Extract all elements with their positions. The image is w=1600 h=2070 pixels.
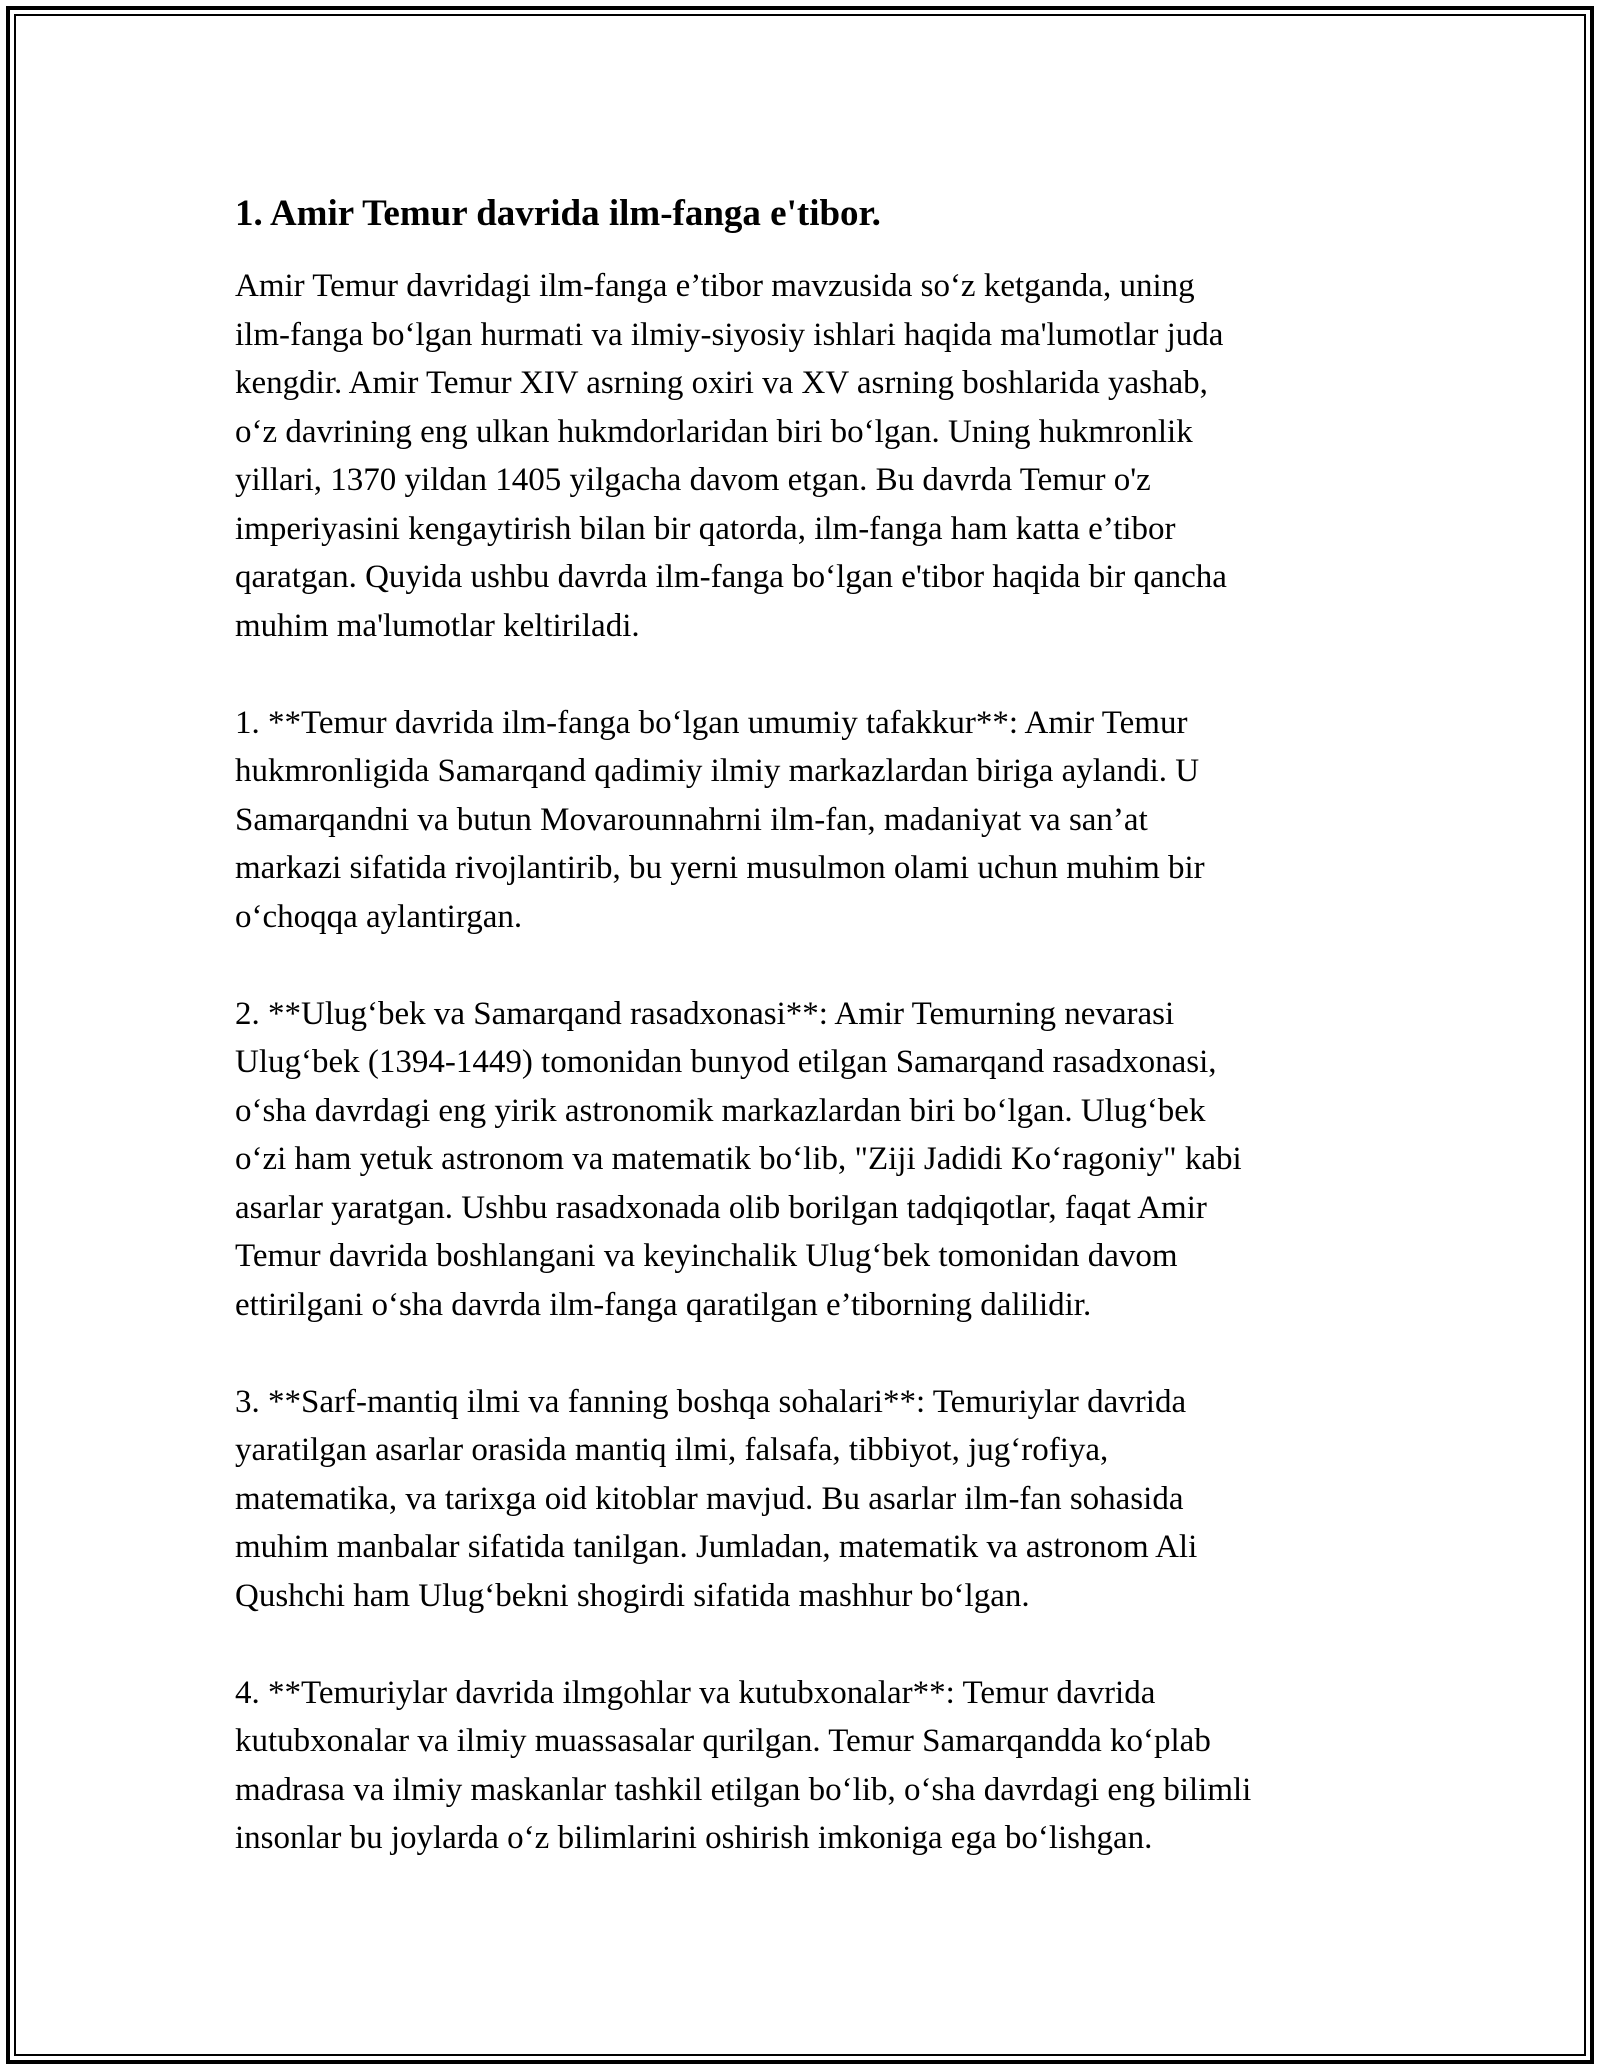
text-line: imperiyasini kengaytirish bilan bir qatorda, ilm-fanga ham katta e’tibor bbox=[235, 510, 1176, 547]
document-title: 1. Amir Temur davrida ilm-fanga e'tibor. bbox=[235, 193, 881, 234]
section-paragraph-3 bbox=[235, 1378, 1370, 1621]
text-line: 2. **Ulug‘bek va Samarqand rasadxonasi**: Amir Temurning nevarasi bbox=[235, 995, 1175, 1032]
text-line: yillari, 1370 yildan 1405 yilgacha davom etgan. Bu davrda Temur o'z bbox=[235, 462, 1151, 498]
text-line: qaratgan. Quyida ushbu davrda ilm-fanga bo‘lgan e'tibor haqida bir qancha bbox=[235, 559, 1227, 595]
text-line: Amir Temur davridagi ilm-fanga e’tibor mavzusida so‘z ketganda, uning bbox=[235, 268, 1195, 304]
text-line: madrasa va ilmiy maskanlar tashkil etilgan bo‘lib, o‘sha davrdagi eng bilimli bbox=[235, 1771, 1252, 1808]
text-line: kengdir. Amir Temur XIV asrning oxiri va XV asrning boshlarida yashab, bbox=[235, 365, 1208, 401]
text-line: Temur davrida boshlangani va keyinchalik Ulug‘bek tomonidan davom bbox=[235, 1238, 1178, 1274]
text-line: Qushchi ham Ulug‘bekni shogirdi sifatida mashhur bo‘lgan. bbox=[235, 1577, 1030, 1614]
text-line: kutubxonalar va ilmiy muassasalar qurilgan. Temur Samarqandda ko‘plab bbox=[235, 1723, 1211, 1759]
text-line: Samarqandni va butun Movarounnahrni ilm-fan, madaniyat va san’at bbox=[235, 801, 1148, 838]
intro-paragraph bbox=[235, 262, 1370, 650]
section-paragraph-1 bbox=[235, 699, 1370, 942]
text-line: o‘zi ham yetuk astronom va matematik bo‘lib, "Ziji Jadidi Ko‘ragoniy" kabi bbox=[235, 1141, 1242, 1177]
text-line: ettirilgani o‘sha davrda ilm-fanga qaratilgan e’tiborning dalilidir. bbox=[235, 1286, 1092, 1323]
text-line: markazi sifatida rivojlantirib, bu yerni musulmon olami uchun muhim bir bbox=[235, 850, 1205, 886]
text-line: o‘z davrining eng ulkan hukmdorlaridan biri bo‘lgan. Uning hukmronlik bbox=[235, 413, 1193, 450]
text-line: asarlar yaratgan. Ushbu rasadxonada olib borilgan tadqiqotlar, faqat Amir bbox=[235, 1189, 1207, 1226]
text-line: 3. **Sarf-mantiq ilmi va fanning boshqa sohalari**: Temuriylar davrida bbox=[235, 1383, 1187, 1420]
text-line: hukmronligida Samarqand qadimiy ilmiy markazlardan biriga aylandi. U bbox=[235, 753, 1200, 789]
section-paragraph-2 bbox=[235, 990, 1370, 1330]
text-line: o‘choqqa aylantirgan. bbox=[235, 898, 523, 935]
text-line: 4. **Temuriylar davrida ilmgohlar va kutubxonalar**: Temur davrida bbox=[235, 1674, 1156, 1711]
section-paragraph-4 bbox=[235, 1669, 1370, 1863]
text-line: ilm-fanga bo‘lgan hurmati va ilmiy-siyosiy ishlari haqida ma'lumotlar juda bbox=[235, 316, 1224, 353]
text-line: insonlar bu joylarda o‘z bilimlarini oshirish imkoniga ega bo‘lishgan. bbox=[235, 1820, 1153, 1856]
text-line: muhim ma'lumotlar keltiriladi. bbox=[235, 607, 640, 644]
document-body bbox=[235, 188, 1370, 1911]
text-line: matematika, va tarixga oid kitoblar mavjud. Bu asarlar ilm-fan sohasida bbox=[235, 1480, 1184, 1517]
text-line: Ulug‘bek (1394-1449) tomonidan bunyod etilgan Samarqand rasadxonasi, bbox=[235, 1044, 1217, 1080]
text-line: 1. **Temur davrida ilm-fanga bo‘lgan umumiy tafakkur**: Amir Temur bbox=[235, 704, 1188, 741]
text-line: yaratilgan asarlar orasida mantiq ilmi, falsafa, tibbiyot, jug‘rofiya, bbox=[235, 1432, 1109, 1468]
text-line: o‘sha davrdagi eng yirik astronomik markazlardan biri bo‘lgan. Ulug‘bek bbox=[235, 1092, 1206, 1129]
text-line: muhim manbalar sifatida tanilgan. Jumladan, matematik va astronom Ali bbox=[235, 1529, 1198, 1565]
